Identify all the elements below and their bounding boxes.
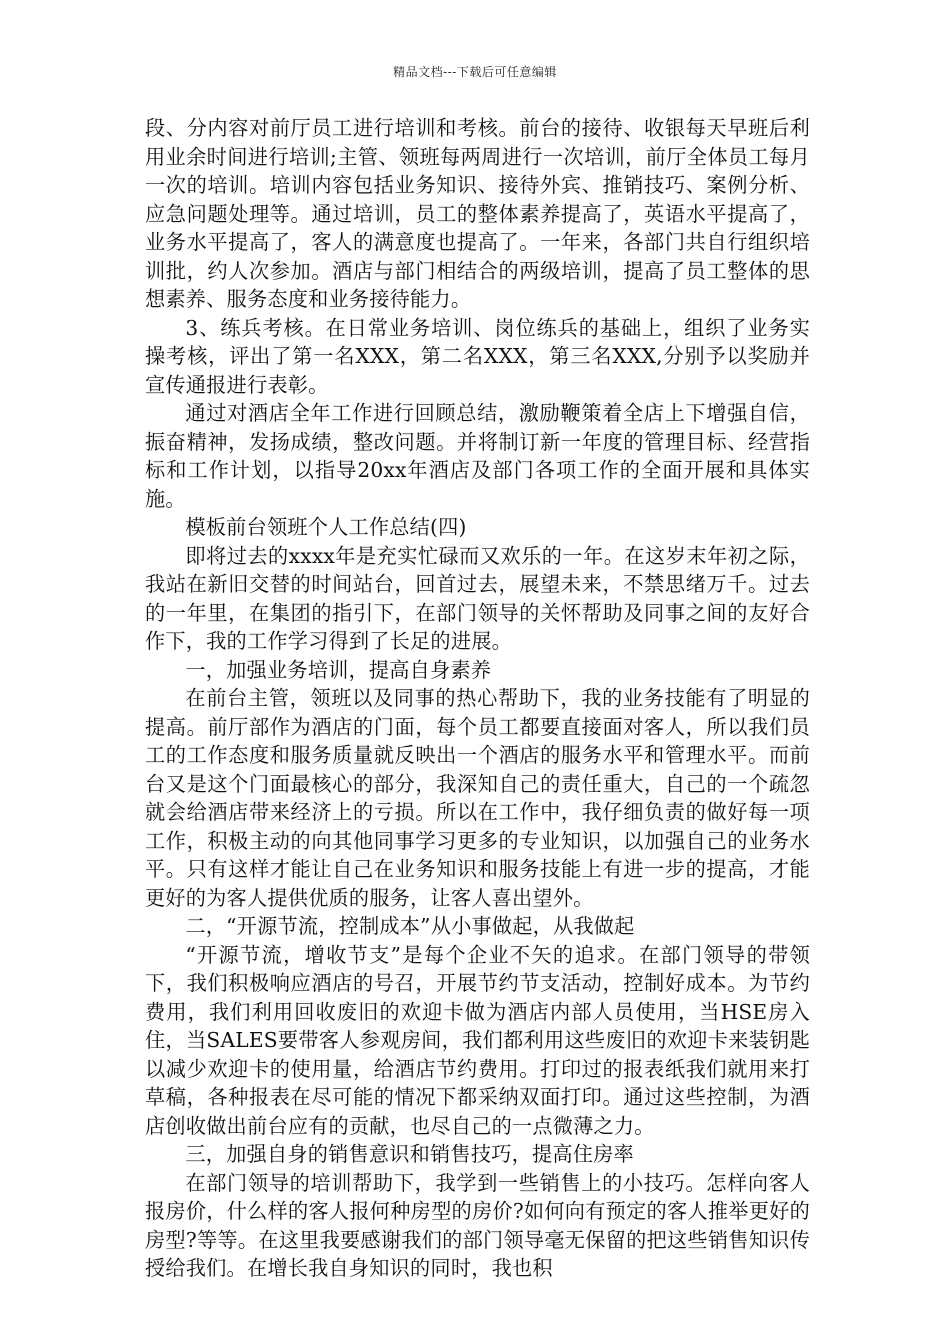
paragraph-sales-skills: 在部门领导的培训帮助下，我学到一些销售上的小技巧。怎样向客人报房价，什么样的客人报何种房型的房价?如何向有预定的客人推举更好的房型?等等。在这里我要感谢我们的部门领导毫无保留的把这些销售知识传授给我们。在增长我自身知识的同时，我也积	[145, 1170, 810, 1280]
paragraph-business-training: 在前台主管，领班以及同事的热心帮助下，我的业务技能有了明显的提高。前厅部作为酒店的门面，每个员工都要直接面对客人，所以我们员工的工作态度和服务质量就反映出一个酒店的服务水平和管理水平。而前台又是这个门面最核心的部分，我深知自己的责任重大，自己的一个疏忽就会给酒店带来经济上的亏损。所以在工作中，我仔细负责的做好每一项工作，积极主动的向其他同事学习更多的专业知识，以加强自己的业务水平。只有这样才能让自己在业务知识和服务技能上有进一步的提高，才能更好的为客人提供优质的服务，让客人喜出望外。	[145, 686, 810, 910]
heading-two: 二，“开源节流，控制成本”从小事做起，从我做起	[185, 914, 635, 938]
section-title: 模板前台领班个人工作总结(四)	[185, 515, 467, 539]
page-header: 精品文档---下载后可任意编辑	[393, 65, 557, 79]
heading-one: 一，加强业务培训，提高自身素养	[185, 657, 492, 682]
paragraph-assessment: 3、练兵考核。在日常业务培训、岗位练兵的基础上，组织了业务实操考核，评出了第一名XXX，第二名XXX，第三名XXX,分别予以奖励并宣传通报进行表彰。	[145, 315, 810, 397]
document-body	[145, 114, 810, 1283]
paragraph-training-continued: 段、分内容对前厅员工进行培训和考核。前台的接待、收银每天早班后利用业余时间进行培训;主管、领班每两周进行一次培训，前厅全体员工每月一次的培训。培训内容包括业务知识、接待外宾、推销技巧、案例分析、应急问题处理等。通过培训，员工的整体素养提高了，英语水平提高了，业务水平提高了，客人的满意度也提高了。一年来，各部门共自行组织培训批，约人次参加。酒店与部门相结合的两级培训，提高了员工整体的思想素养、服务态度和业务接待能力。	[145, 116, 810, 311]
paragraph-summary-conclusion: 通过对酒店全年工作进行回顾总结，激励鞭策着全店上下增强自信，振奋精神，发扬成绩，整改问题。并将制订新一年度的管理目标、经营指标和工作计划，以指导20xx年酒店及部门各项工作的全面开展和具体实施。	[145, 401, 810, 511]
paragraph-cost-control: “开源节流，增收节支”是每个企业不矢的追求。在部门领导的带领下，我们积极响应酒店的号召，开展节约节支活动，控制好成本。为节约费用，我们利用回收废旧的欢迎卡做为酒店内部人员使用，当HSE房入住，当SALES要带客人参观房间，我们都利用这些废旧的欢迎卡来装钥匙以减少欢迎卡的使用量，给酒店节约费用。打印过的报表纸我们就用来打草稿，各种报表在尽可能的情况下都采纳双面打印。通过这些控制，为酒店创收做出前台应有的贡献，也尽自己的一点微薄之力。	[145, 942, 810, 1138]
paragraph-introduction: 即将过去的xxxx年是充实忙碌而又欢乐的一年。在这岁末年初之际，我站在新旧交替的时间站台，回首过去，展望未来，不禁思绪万千。过去的一年里，在集团的指引下，在部门领导的关怀帮助及同事之间的友好合作下，我的工作学习得到了长足的进展。	[145, 543, 810, 653]
heading-three: 三，加强自身的销售意识和销售技巧，提高住房率	[185, 1142, 634, 1166]
